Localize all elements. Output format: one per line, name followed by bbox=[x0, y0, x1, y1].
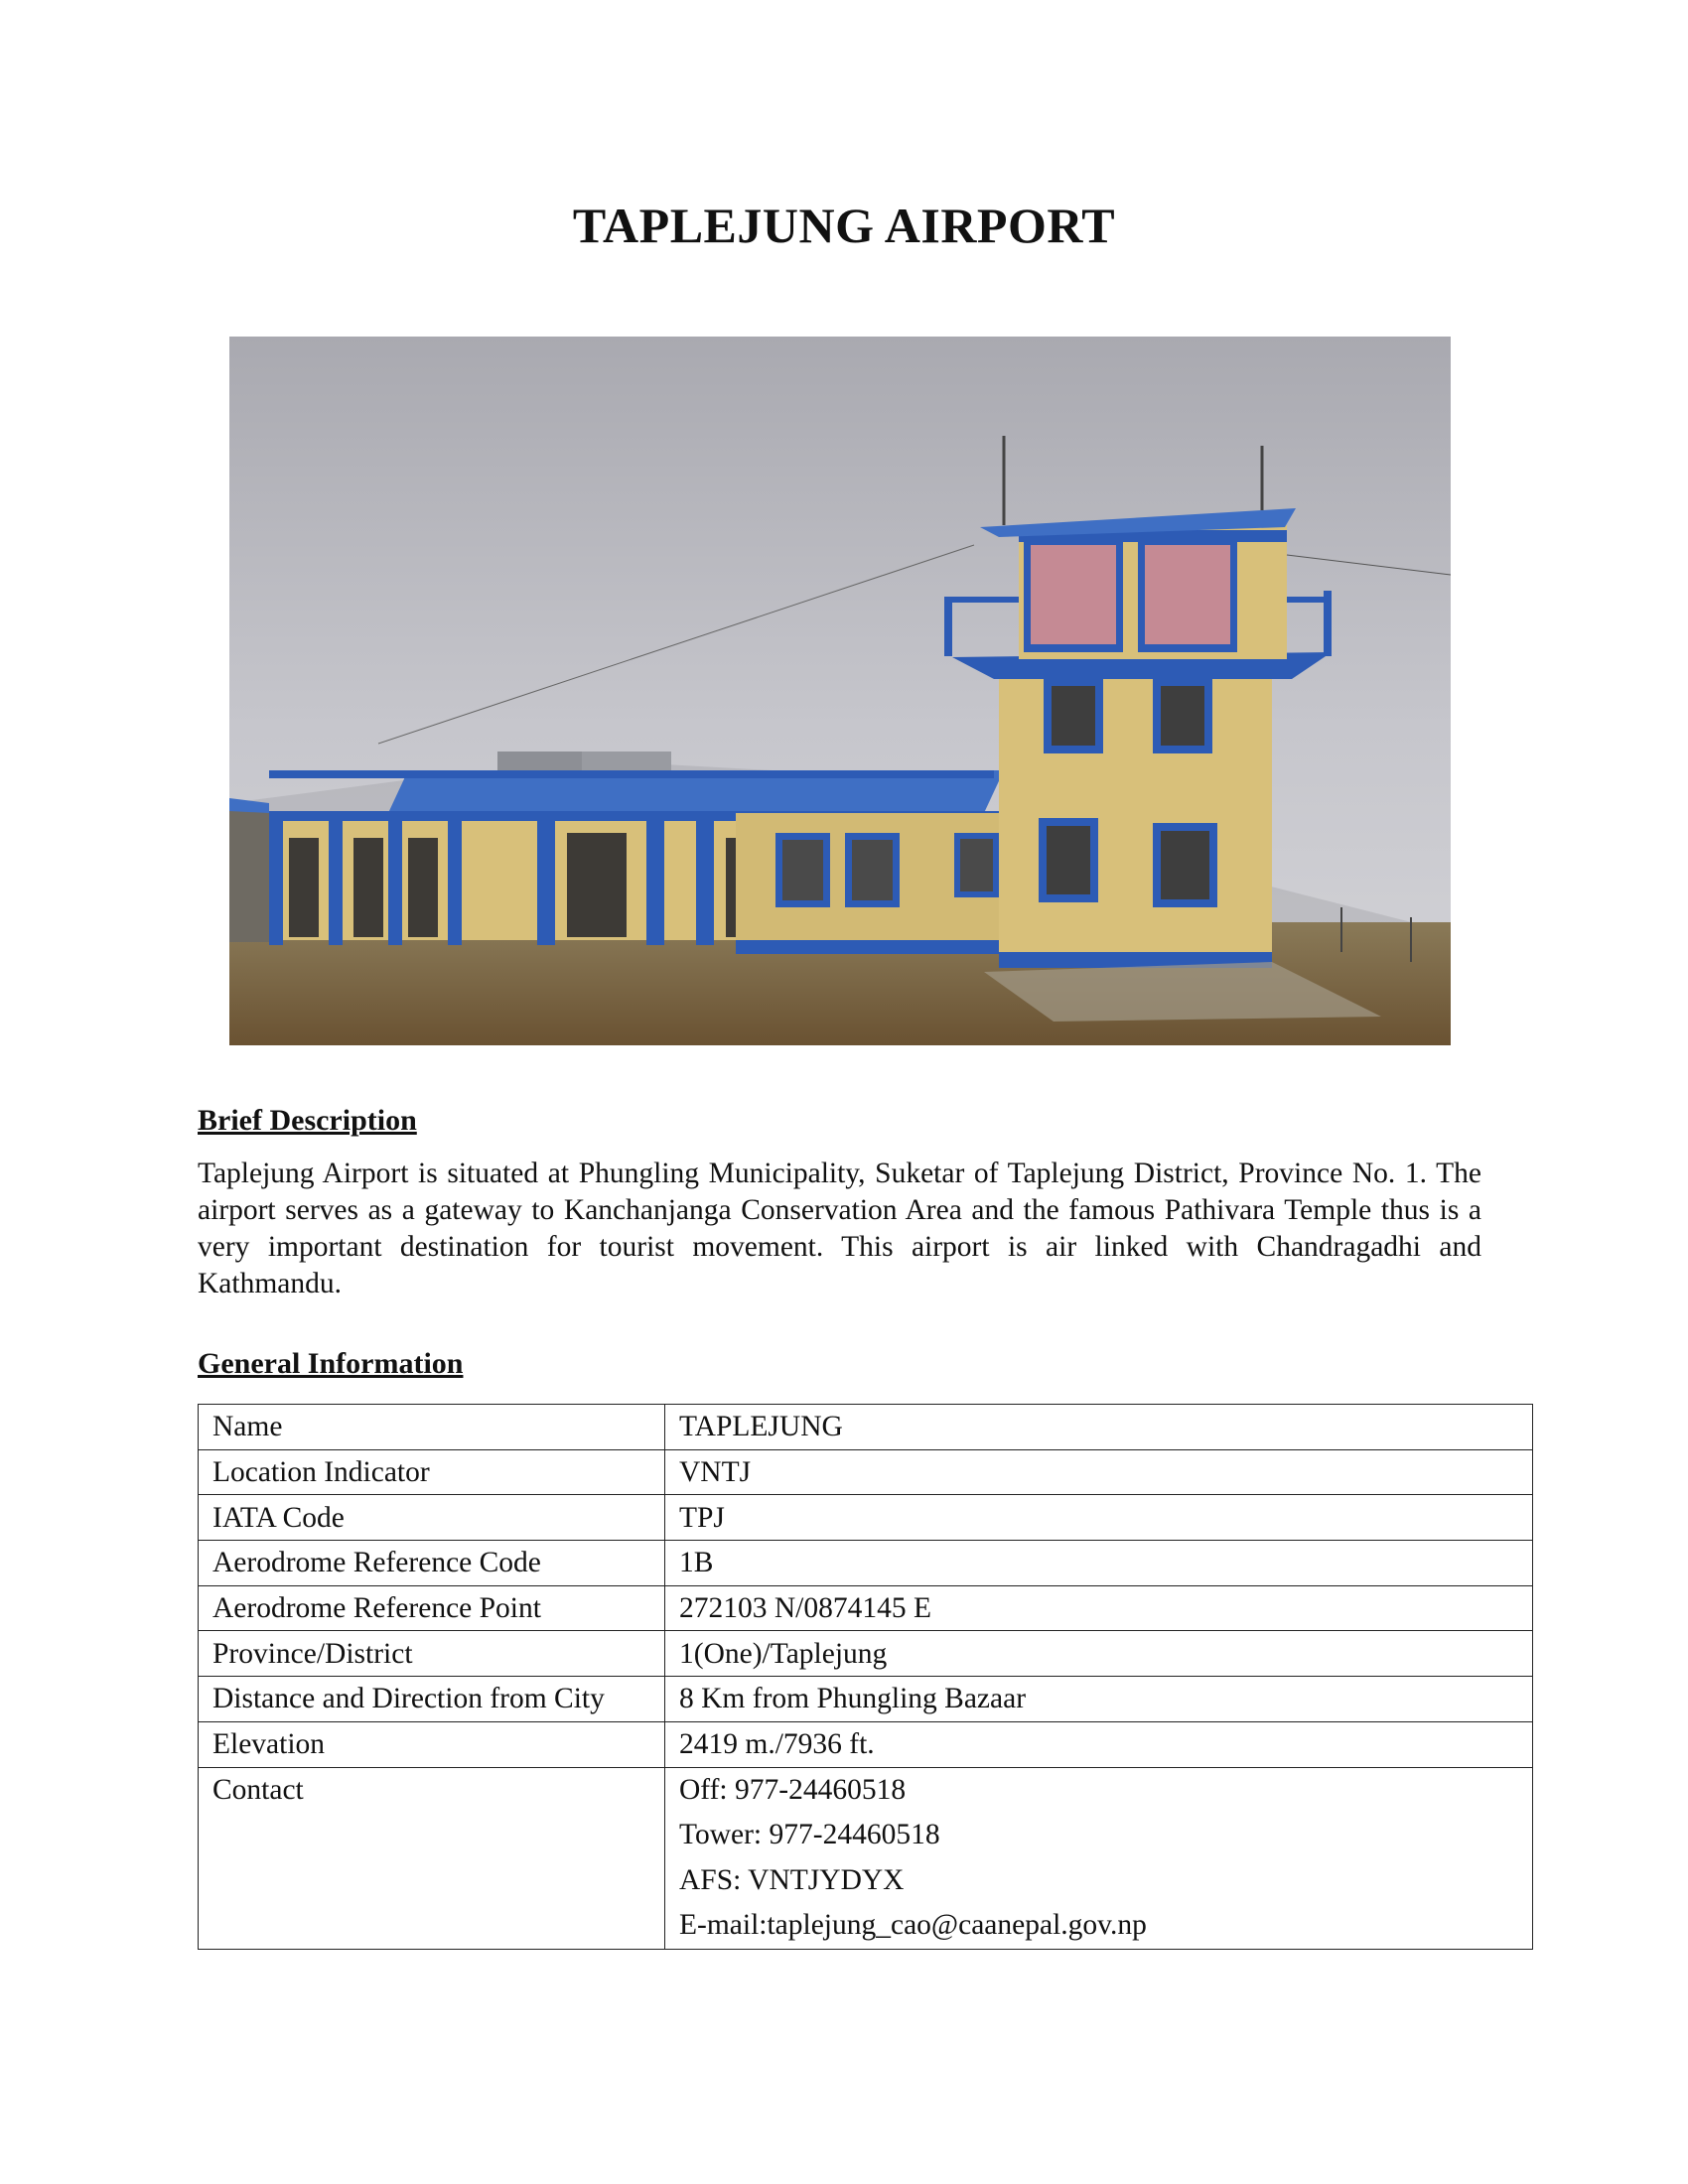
row-label: Distance and Direction from City bbox=[199, 1677, 665, 1722]
general-information-table bbox=[198, 1404, 1533, 1950]
row-value: TAPLEJUNG bbox=[665, 1405, 1533, 1450]
row-value: 1B bbox=[665, 1541, 1533, 1586]
general-information-heading: General Information bbox=[198, 1347, 464, 1380]
brief-description-text: Taplejung Airport is situated at Phungling Municipality, Suketar of Taplejung District, Province No. 1. The airport serves as a gateway to Kanchanjanga Conservation Area and the famous Pathivara Temple thus is a very important destination for tourist movement. This airport is air linked with Chandragadhi and Kathmandu. bbox=[198, 1158, 1481, 1299]
airport-building-photo bbox=[229, 337, 1451, 1045]
row-label: Location Indicator bbox=[199, 1449, 665, 1495]
row-label: Elevation bbox=[199, 1721, 665, 1767]
row-label: Aerodrome Reference Point bbox=[199, 1585, 665, 1631]
table-row bbox=[199, 1631, 1533, 1677]
row-value: 8 Km from Phungling Bazaar bbox=[665, 1677, 1533, 1722]
row-value: VNTJ bbox=[665, 1449, 1533, 1495]
row-value: 1(One)/Taplejung bbox=[665, 1631, 1533, 1677]
row-label: Province/District bbox=[199, 1631, 665, 1677]
row-label: IATA Code bbox=[199, 1495, 665, 1541]
office-phone: Off: 977-24460518 bbox=[679, 1773, 907, 1806]
table-row bbox=[199, 1405, 1533, 1450]
table-row bbox=[199, 1449, 1533, 1495]
contact-row bbox=[199, 1767, 1533, 1949]
table-row bbox=[199, 1585, 1533, 1631]
row-value: TPJ bbox=[665, 1495, 1533, 1541]
afs-address: AFS: VNTJYDYX bbox=[679, 1863, 905, 1896]
brief-description-heading: Brief Description bbox=[198, 1104, 417, 1137]
table-row bbox=[199, 1495, 1533, 1541]
contact-details bbox=[665, 1767, 1533, 1949]
row-label: Aerodrome Reference Code bbox=[199, 1541, 665, 1586]
page-title: TAPLEJUNG AIRPORT bbox=[572, 198, 1116, 253]
row-value: 272103 N/0874145 E bbox=[665, 1585, 1533, 1631]
table-row bbox=[199, 1541, 1533, 1586]
row-value: 2419 m./7936 ft. bbox=[665, 1721, 1533, 1767]
row-label: Name bbox=[199, 1405, 665, 1450]
tower-phone: Tower: 977-24460518 bbox=[679, 1819, 940, 1850]
contact-label: Contact bbox=[199, 1767, 665, 1949]
table-row bbox=[199, 1721, 1533, 1767]
email-address: E-mail:taplejung_cao@caanepal.gov.np bbox=[679, 1909, 1147, 1941]
table-row bbox=[199, 1677, 1533, 1722]
